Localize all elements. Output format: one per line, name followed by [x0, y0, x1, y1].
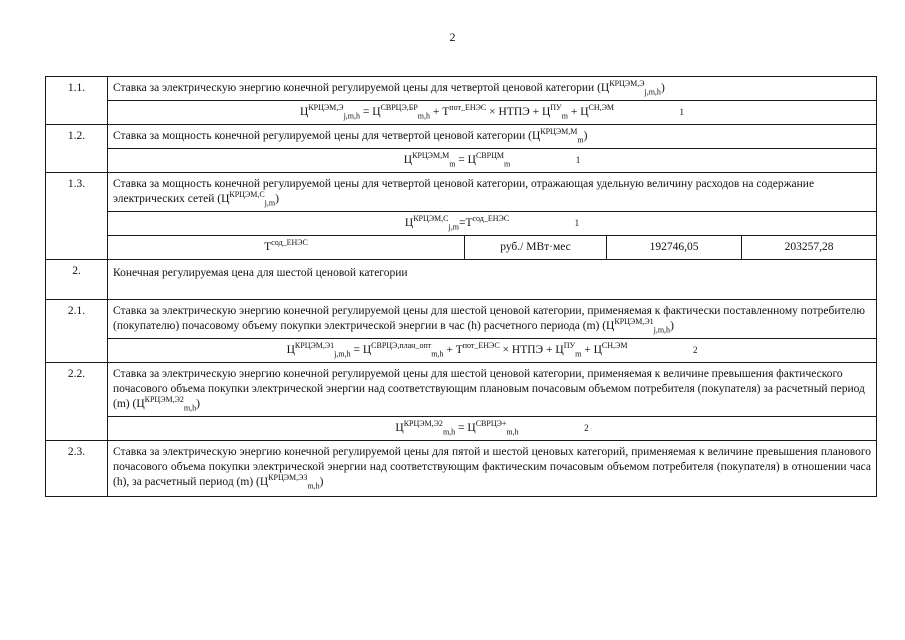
row-number: 1.3. [46, 173, 108, 260]
footnote-ref: 1 [574, 218, 580, 228]
row-number: 2.3. [46, 441, 108, 497]
row-description: Ставка за электрическую энергию конечной регулируемой цены для пятой и шестой ценовых категорий, применяемая к величине превышения планового почасового объема покупки электрической энергии над соответствующим фактическим почасовым объемом потребителя (покупателя) в отношении часа (h), за расчетный период (m) $(Ц^{КРЦЭМ,Э3}_{m,h})$ [108, 441, 877, 497]
row-description: Ставка за мощность конечной регулируемой цены для четвертой ценовой категории $(Ц^{КРЦЭМ,М}_m)$ [108, 125, 877, 149]
footnote-ref: 2 [692, 345, 698, 355]
row-2-1 [46, 300, 877, 339]
row-1-2 [46, 125, 877, 149]
formula: $Ц^{КРЦЭМ,Э2}_{m,h} = Ц^{СВРЦЭ+}_{m,h}$ 2 [108, 417, 877, 441]
row-2 [46, 260, 877, 300]
row-number: 1.1. [46, 77, 108, 125]
row-1-1 [46, 77, 877, 101]
row-2-3 [46, 441, 877, 497]
formula-row-1-2 [46, 149, 877, 173]
tariff-table [45, 76, 877, 497]
row-1-3 [46, 173, 877, 212]
formula: $Ц^{КРЦЭМ,С}_{j,m}=Т^{сод\_ЕНЭС}$ 1 [108, 212, 877, 236]
footnote-ref: 1 [679, 107, 685, 117]
value-cell-2: 203257,28 [742, 236, 877, 260]
formula-row-1-1 [46, 101, 877, 125]
row-description: Конечная регулируемая цена для шестой ценовой категории [108, 260, 877, 300]
tariff-label: $Т^{сод\_ЕНЭС}$ [108, 236, 465, 260]
value-row-1-3 [46, 236, 877, 260]
page-number: 2 [449, 30, 456, 44]
formula-row-1-3 [46, 212, 877, 236]
formula: $Ц^{КРЦЭМ,М}_m = Ц^{СВРЦМ}_m$ 1 [108, 149, 877, 173]
row-description: Ставка за электрическую энергию конечной регулируемой цены для шестой ценовой категории, применяемая к величине превышения фактического почасового объема покупки электрической энергии над соответствующим плановым почасовым объемом потребителя (покупателя) за расчетный период (m) $(Ц^{КРЦЭМ,Э2}_{m,h})$ [108, 363, 877, 417]
row-description: Ставка за электрическую энергию конечной регулируемой цены для четвертой ценовой категории $(Ц^{КРЦЭМ,Э}_{j,m,h})$ [108, 77, 877, 101]
row-description: Ставка за мощность конечной регулируемой цены для четвертой ценовой категории, отражающая удельную величину расходов на содержание электрических сетей $(Ц^{КРЦЭМ,С}_{j,m})$ [108, 173, 877, 212]
unit-cell: руб./ МВт·мес [465, 236, 607, 260]
row-number: 2.1. [46, 300, 108, 363]
row-number: 1.2. [46, 125, 108, 173]
row-description: Ставка за электрическую энергию конечной регулируемой цены для шестой ценовой категории, применяемая к фактически поставленному потребителю (покупателю) почасовому объему покупки электрической энергии в час (h) расчетного периода (m) $(Ц^{КРЦЭМ,Э1}_{j,m,h})$ [108, 300, 877, 339]
footnote-ref: 2 [584, 423, 589, 433]
formula-row-2-1 [46, 339, 877, 363]
row-number: 2.2. [46, 363, 108, 441]
row-2-2 [46, 363, 877, 417]
formula-row-2-2 [46, 417, 877, 441]
row-number: 2. [46, 260, 108, 300]
formula: $Ц^{КРЦЭМ,Э1}_{j,m,h} = Ц^{СВРЦЭ,план\_опт}_{m,h} + Т^{пот\_ЕНЭС}$ × НТПЭ + $Ц^{ПУ}_m + Ц^{СН,ЭМ}$ 2 [108, 339, 877, 363]
footnote-ref: 1 [575, 155, 581, 165]
formula: $Ц^{КРЦЭМ,Э}_{j,m,h} = Ц^{СВРЦЭ,БР}_{m,h} + Т^{пот\_ЕНЭС}$ × НТПЭ + $Ц^{ПУ}_m + Ц^{СН,ЭМ}$ 1 [108, 101, 877, 125]
value-cell-1: 192746,05 [607, 236, 742, 260]
